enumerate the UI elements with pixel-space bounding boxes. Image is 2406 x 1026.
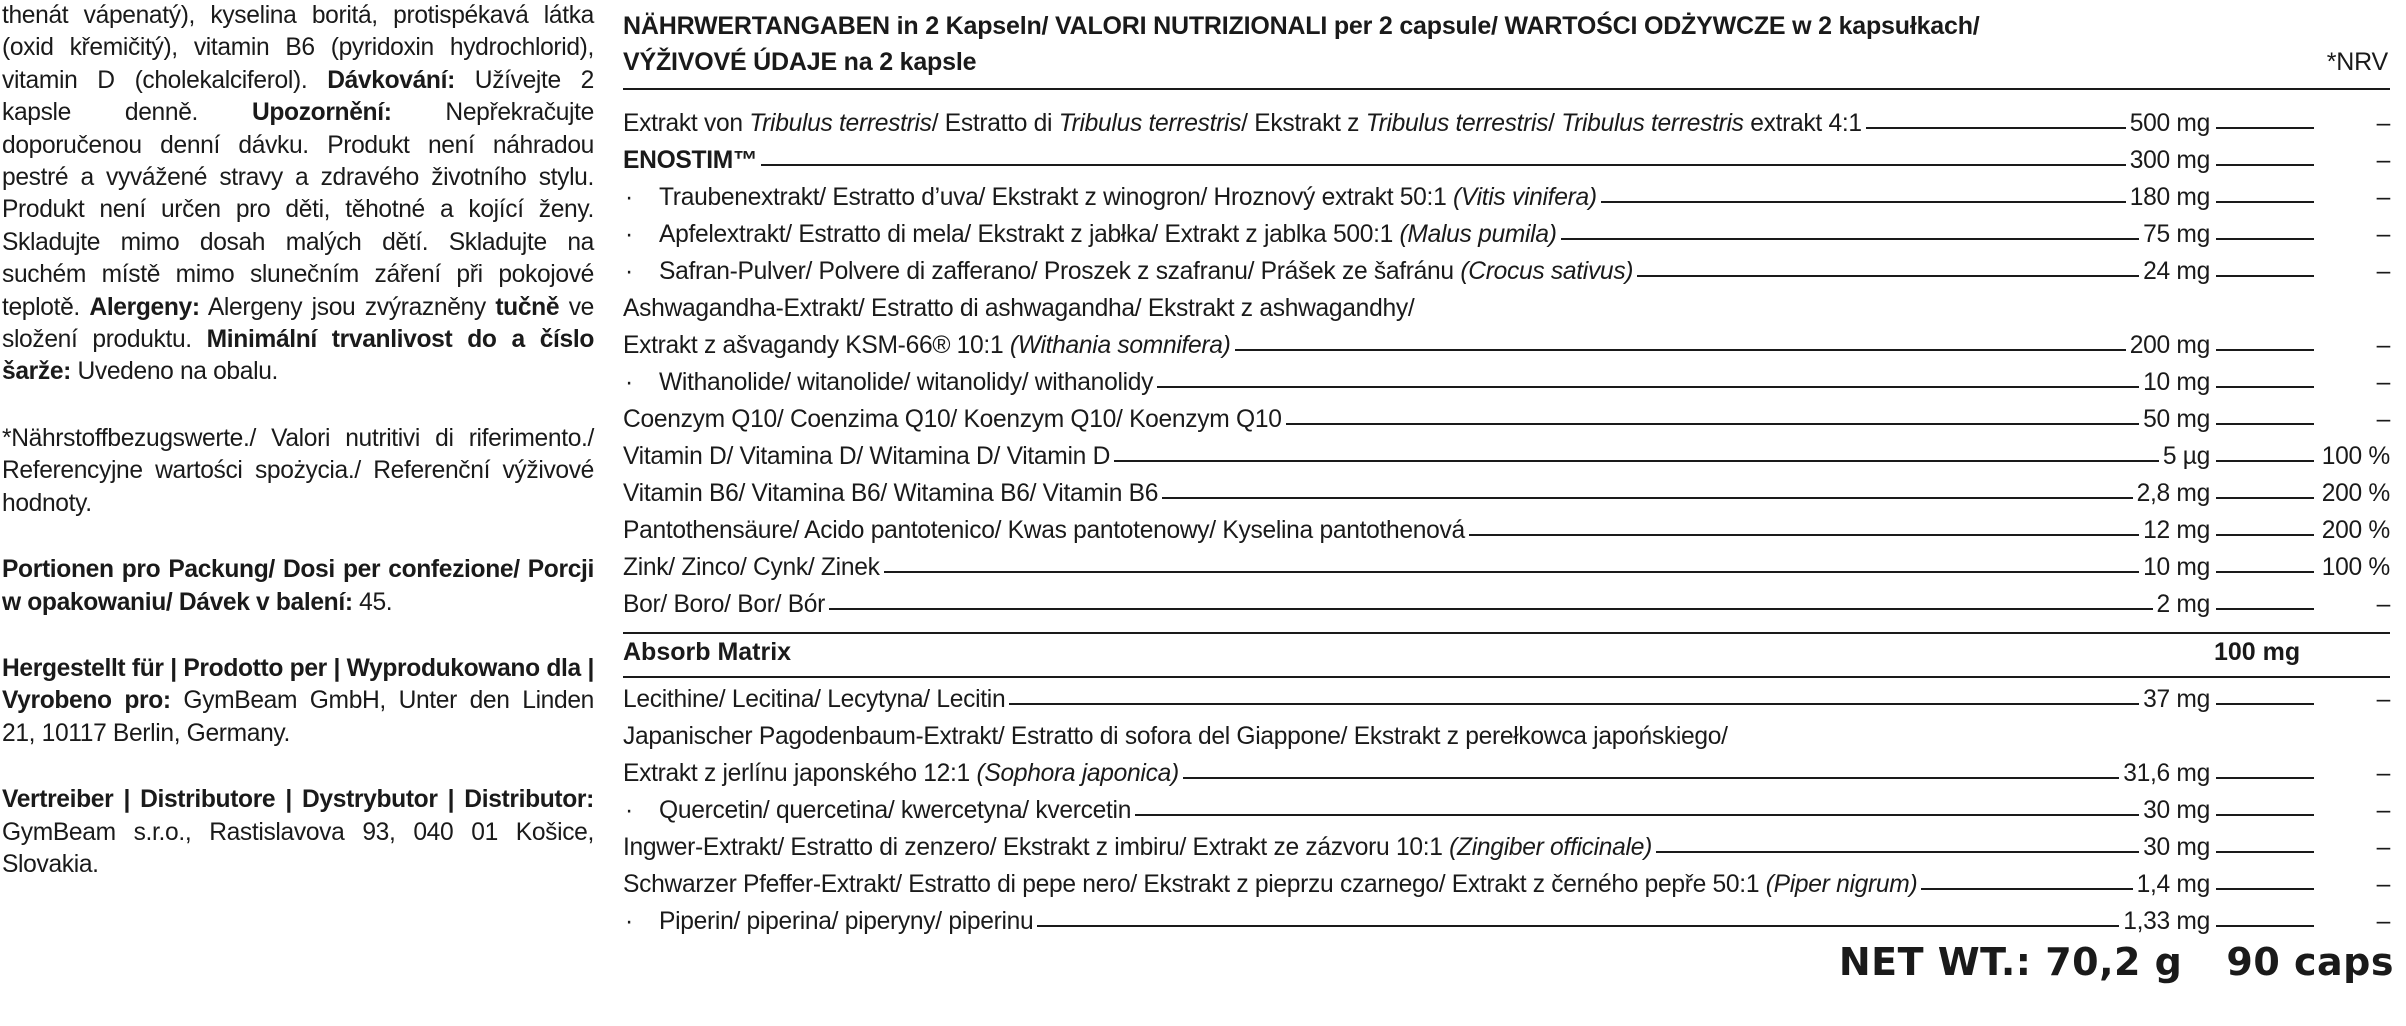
table-row: Lecithine/ Lecitina/ Lecytyna/ Lecitin 37 mg – (623, 686, 2390, 713)
capsule-count: 90 caps (2226, 940, 2394, 984)
nutrition-table-header (623, 0, 2390, 90)
table-row-continued: Japanischer Pagodenbaum-Extrakt/ Estratto di sofora del Giappone/ Ekstrakt z perełkowca japońskiego/ (623, 723, 1728, 750)
table-row: Ingwer-Extrakt/ Estratto di zenzero/ Ekstrakt z imbiru/ Extrakt ze zázvoru 10:1 (Zingiber officinale) 30 mg – (623, 834, 2390, 861)
net-weight: NET WT.: 70,2 g (1838, 940, 2183, 984)
table-row: · Safran-Pulver/ Polvere di zafferano/ Proszek z szafranu/ Prášek ze šafránu (Crocus sativus) 24 mg – (623, 258, 2390, 295)
table-row: Coenzym Q10/ Coenzima Q10/ Koenzym Q10/ Koenzym Q10 50 mg – (623, 406, 2390, 433)
warning-label: Upozornění: (251, 99, 392, 127)
table-row: · Quercetin/ quercetina/ kwercetyna/ kvercetin 30 mg – (623, 797, 2390, 834)
header-line-1: NÄHRWERTANGABEN in 2 Kapseln/ VALORI NUTRIZIONALI per 2 capsule/ WARTOŚCI ODŻYWCZE w 2 kapsułkach/ (623, 12, 1980, 40)
table-row: · Withanolide/ witanolide/ witanolidy/ withanolidy 10 mg – (623, 369, 2390, 406)
table-row: · Apfelextrakt/ Estratto di mela/ Ekstrakt z jabłka/ Extrakt z jablka 500:1 (Malus pumila) 75 mg – (623, 221, 2390, 258)
table-row: Extrakt z jerlínu japonského 12:1 (Sophora japonica) 31,6 mg – (623, 760, 2390, 787)
table-row: · Traubenextrakt/ Estratto d’uva/ Ekstrakt z winogron/ Hroznový extrakt 50:1 (Vitis vinifera) 180 mg – (623, 184, 2390, 221)
nutrition-table (623, 0, 2390, 945)
nrv-column-header: *NRV (2326, 48, 2388, 76)
nutrition-rows (623, 90, 2390, 945)
product-info-paragraph: thenát vápenatý), kyselina boritá, protispékavá látka (oxid křemičitý), vitamin B6 (pyridoxin hydrochlorid), vitamin D (cholekalciferol). Dávkování: Užívejte 2 kapsle denně. Upozornění: Nepřekračujte doporučenou denní dávku. Produkt není náhradou pestré a vyvážené stravy a zdravého životního stylu. Produkt není určen pro děti, těhotné a kojící ženy. Skladujte mimo dosah malých dětí. Skladujte na suchém místě mimo slunečním záření při pokojové teplotě. Alergeny: Alergeny jsou zvýrazněny tučně ve složení produktu. Minimální trvanlivost do a číslo šarže: Uvedeno na obalu. (2, 2, 594, 386)
distributor-paragraph: Vertreiber | Distributore | Dystrybutor | Distributor: GymBeam s.r.o., Rastislavova 93, 040 01 Košice, Slovakia. (2, 786, 594, 878)
left-text-column (2, 0, 594, 881)
absorb-matrix-section: Absorb Matrix 100 mg (623, 632, 2390, 678)
table-row: Schwarzer Pfeffer-Extrakt/ Estratto di pepe nero/ Ekstrakt z pieprzu czarnego/ Extrakt z černého pepře 50:1 (Piper nigrum) 1,4 mg – (623, 871, 2390, 898)
table-row: ENOSTIM™ 300 mg – (623, 147, 2390, 174)
net-weight-line (1839, 940, 2394, 984)
table-row: Bor/ Boro/ Bor/ Bór 2 mg – (623, 591, 2390, 618)
table-row-continued: Ashwagandha-Extrakt/ Estratto di ashwagandha/ Ekstrakt z ashwagandhy/ (623, 295, 1415, 322)
dosage-label: Dávkování: (327, 66, 455, 94)
table-row: Vitamin B6/ Vitamina B6/ Witamina B6/ Vitamin B6 2,8 mg 200 % (623, 480, 2390, 507)
table-row: Zink/ Zinco/ Cynk/ Zinek 10 mg 100 % (623, 554, 2390, 581)
table-row: Vitamin D/ Vitamina D/ Witamina D/ Vitamin D 5 µg 100 % (623, 443, 2390, 470)
nrv-note: *Nährstoffbezugswerte./ Valori nutritivi di riferimento./ Referencyjne wartości spożycia./ Referenční výživové hodnoty. (2, 424, 594, 517)
header-line-2: VÝŽIVOVÉ ÚDAJE na 2 kapsle (623, 48, 977, 76)
expiry-label: Minimální trvanlivost do a číslo šarže: (2, 326, 594, 386)
table-row: Pantothensäure/ Acido pantotenico/ Kwas pantotenowy/ Kyselina pantothenová 12 mg 200 % (623, 517, 2390, 544)
portions-paragraph: Portionen pro Packung/ Dosi per confezione/ Porcji w opakowaniu/ Dávek v balení: 45. (2, 556, 594, 616)
table-row: Extrakt von Tribulus terrestris/ Estratto di Tribulus terrestris/ Ekstrakt z Tribulus terrestris/ Tribulus terrestris extrakt 4:1 500 mg – (623, 110, 2390, 137)
table-row: Extrakt z ašvagandy KSM-66® 10:1 (Withania somnifera) 200 mg – (623, 332, 2390, 359)
table-row: · Piperin/ piperina/ piperyny/ piperinu 1,33 mg – (623, 908, 2390, 945)
manufacturer-paragraph: Hergestellt für | Prodotto per | Wyprodukowano dla | Vyrobeno pro: GymBeam GmbH, Unter den Linden 21, 10117 Berlin, Germany. (2, 654, 594, 747)
allergens-label: Alergeny: (89, 293, 200, 321)
